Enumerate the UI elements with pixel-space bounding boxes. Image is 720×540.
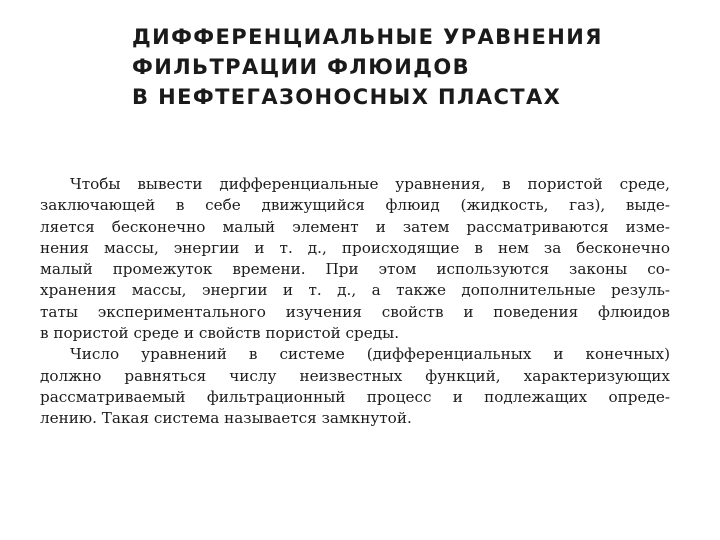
document-title	[132, 22, 602, 112]
text-line: в пористой среде и свойств пористой среды.	[40, 324, 400, 343]
text-line: Чтобы вывести дифференциальные уравнения, в пористой среде,	[70, 175, 670, 193]
text-line: ляется бесконечно малый элемент и затем рассматриваются изме-	[40, 217, 670, 236]
text-line: малый промежуток времени. При этом используются законы со-	[40, 260, 670, 279]
text-line: Число уравнений в системе (дифференциальных и конечных)	[70, 345, 670, 364]
paragraph-2	[40, 344, 670, 429]
paragraph-1	[40, 174, 670, 344]
text-line: таты экспериментального изучения свойств и поведения флюидов	[40, 302, 670, 321]
title-line: В НЕФТЕГАЗОНОСНЫХ ПЛАСТАХ	[132, 85, 562, 109]
text-line: лению. Такая система называется замкнутой.	[40, 409, 412, 428]
text-line: должно равняться числу неизвестных функций, характеризующих	[40, 366, 670, 385]
text-line: заключающей в себе движущийся флюид (жидкость, газ), выде-	[40, 196, 670, 215]
text-line: нения массы, энергии и т. д., происходящие в нем за бесконечно	[40, 238, 670, 257]
title-line: ДИФФЕРЕНЦИАЛЬНЫЕ УРАВНЕНИЯ	[132, 25, 603, 49]
text-line: хранения массы, энергии и т. д., а также дополнительные резуль-	[40, 281, 670, 300]
body-text	[40, 174, 670, 430]
title-line: ФИЛЬТРАЦИИ ФЛЮИДОВ	[132, 55, 471, 79]
text-line: рассматриваемый фильтрационный процесс и подлежащих опреде-	[40, 387, 670, 406]
